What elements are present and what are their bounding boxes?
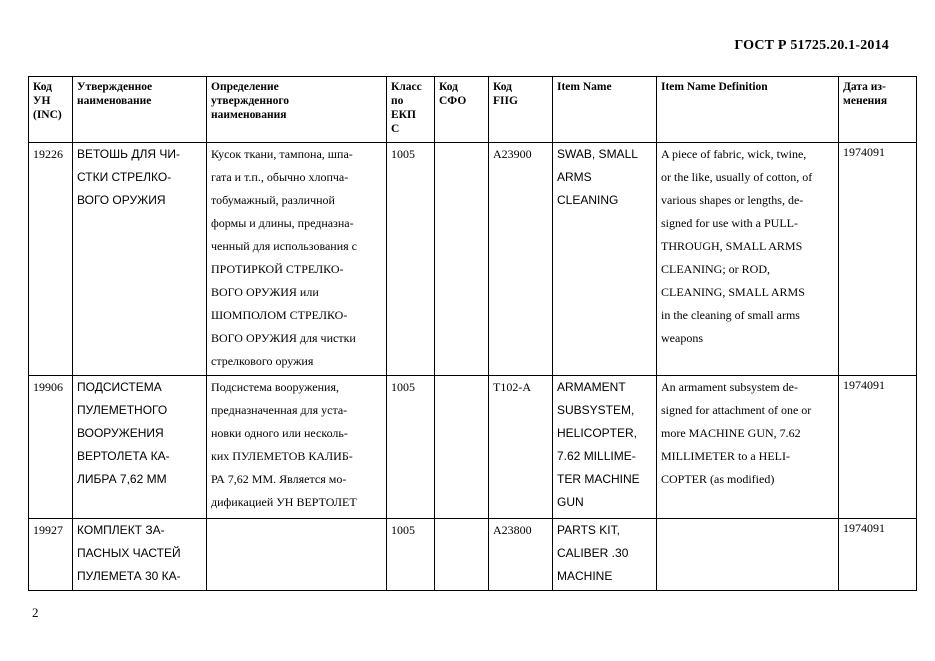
- header-line: Код: [439, 81, 459, 93]
- cell-line: предназначенная для уста-: [211, 403, 348, 417]
- cell-line: MILLIMETER to a HELI-: [661, 449, 790, 463]
- header-line: Утвержденное: [77, 81, 153, 93]
- cell-line: or the like, usually of cotton, of: [661, 170, 813, 184]
- cell-line: TER MACHINE: [557, 472, 640, 486]
- col-class-ekps-cell: [387, 519, 435, 591]
- header-line: утвержденного: [211, 95, 290, 107]
- col-class-ekps-header: [387, 77, 435, 143]
- cell-line: SWAB, SMALL: [557, 147, 638, 161]
- cell-value: 1005: [391, 380, 415, 394]
- cell-line: ВОГО ОРУЖИЯ или: [211, 285, 319, 299]
- cell-line: ВЕТОШЬ ДЛЯ ЧИ-: [77, 147, 180, 161]
- cell-line: ЛИБРА 7,62 ММ: [77, 472, 167, 486]
- cell-line: ПОДСИСТЕМА: [77, 380, 162, 394]
- col-name-definition-header: [207, 77, 387, 143]
- col-class-ekps-cell: [387, 376, 435, 519]
- cell-line: GUN: [557, 495, 584, 509]
- cell-line: ШОМПОЛОМ СТРЕЛКО-: [211, 308, 348, 322]
- col-sfo-code-cell: [435, 143, 489, 376]
- cell-line: CALIBER .30: [557, 546, 629, 560]
- header-line: по: [391, 95, 404, 107]
- cell-line: ких ПУЛЕМЕТОВ КАЛИБ-: [211, 449, 353, 463]
- header-line: Код: [493, 81, 513, 93]
- cell-line: ВОГО ОРУЖИЯ: [77, 193, 166, 207]
- page-number: 2: [32, 605, 39, 620]
- cell-line: SUBSYSTEM,: [557, 403, 635, 417]
- col-item-name-definition-cell: [657, 143, 839, 376]
- col-code-inc-header: [29, 77, 73, 143]
- cell-line: ARMS: [557, 170, 592, 184]
- header-line: Определение: [211, 81, 279, 93]
- table-header-row: [29, 77, 917, 143]
- cell-line: Подсистема вооружения,: [211, 380, 339, 394]
- col-name-definition-cell: [207, 376, 387, 519]
- col-code-inc-cell: [29, 519, 73, 591]
- cell-line: ВООРУЖЕНИЯ: [77, 426, 164, 440]
- header-line: С: [391, 123, 400, 135]
- header-line: СФО: [439, 95, 467, 107]
- cell-line: various shapes or lengths, de-: [661, 193, 804, 207]
- cell-value: 19927: [33, 523, 63, 537]
- col-item-name-definition-cell: [657, 519, 839, 591]
- table-row: [29, 376, 917, 519]
- cell-line: HELICOPTER,: [557, 426, 638, 440]
- col-item-name-cell: [553, 376, 657, 519]
- col-item-name-definition-header: [657, 77, 839, 143]
- cell-line: more MACHINE GUN, 7.62: [661, 426, 801, 440]
- col-code-inc-cell: [29, 376, 73, 519]
- cell-value: 1974091: [843, 521, 885, 535]
- cell-line: ВЕРТОЛЕТА КА-: [77, 449, 170, 463]
- cell-line: CLEANING: [557, 193, 619, 207]
- col-code-inc-cell: [29, 143, 73, 376]
- cell-line: ВОГО ОРУЖИЯ для чистки: [211, 331, 356, 345]
- cell-line: in the cleaning of small arms: [661, 308, 800, 322]
- cell-line: CLEANING, SMALL ARMS: [661, 285, 805, 299]
- header-line: наименование: [77, 95, 152, 107]
- cell-value: 19226: [33, 147, 63, 161]
- header-line: FIIG: [493, 95, 518, 107]
- cell-line: дификацией УН ВЕРТОЛЕТ: [211, 495, 357, 509]
- col-fiig-code-header: [489, 77, 553, 143]
- cell-line: ПУЛЕМЕТНОГО: [77, 403, 168, 417]
- col-fiig-code-cell: [489, 376, 553, 519]
- col-approved-name-header: [73, 77, 207, 143]
- cell-line: ченный для использования с: [211, 239, 357, 253]
- header-line: Item Name: [557, 81, 612, 93]
- col-sfo-code-cell: [435, 376, 489, 519]
- cell-line: СТКИ СТРЕЛКО-: [77, 170, 172, 184]
- col-sfo-code-header: [435, 77, 489, 143]
- cell-value: 1974091: [843, 145, 885, 159]
- col-sfo-code-cell: [435, 519, 489, 591]
- cell-line: CLEANING; or ROD,: [661, 262, 770, 276]
- cell-line: Кусок ткани, тампона, шпа-: [211, 147, 353, 161]
- header-line: ЕКП: [391, 109, 416, 121]
- cell-line: формы и длины, предназна-: [211, 216, 354, 230]
- header-line: менения: [843, 95, 888, 107]
- col-name-definition-cell: [207, 143, 387, 376]
- cell-value: A23900: [493, 147, 532, 161]
- cell-line: signed for attachment of one or: [661, 403, 812, 417]
- col-change-date-header: [839, 77, 917, 143]
- header-line: Класс: [391, 81, 422, 93]
- col-change-date-cell: [839, 519, 917, 591]
- col-fiig-code-cell: [489, 143, 553, 376]
- cell-line: ПАСНЫХ ЧАСТЕЙ: [77, 546, 181, 560]
- cell-line: КОМПЛЕКТ ЗА-: [77, 523, 165, 537]
- cell-value: 19906: [33, 380, 63, 394]
- cell-line: PARTS KIT,: [557, 523, 620, 537]
- nomenclature-table: [28, 76, 917, 591]
- cell-line: An armament subsystem de-: [661, 380, 798, 394]
- table-row: [29, 143, 917, 376]
- cell-value: A23800: [493, 523, 532, 537]
- cell-line: ARMAMENT: [557, 380, 626, 394]
- header-line: Код: [33, 81, 53, 93]
- col-change-date-cell: [839, 143, 917, 376]
- cell-line: стрелкового оружия: [211, 354, 314, 368]
- cell-line: THROUGH, SMALL ARMS: [661, 239, 803, 253]
- cell-line: signed for use with a PULL-: [661, 216, 798, 230]
- col-item-name-cell: [553, 143, 657, 376]
- header-line: УН: [33, 95, 51, 107]
- cell-line: 7.62 MILLIME-: [557, 449, 636, 463]
- header-line: наименования: [211, 109, 287, 121]
- document-code: ГОСТ Р 51725.20.1-2014: [734, 38, 889, 53]
- cell-line: гата и т.п., обычно хлопча-: [211, 170, 349, 184]
- cell-value: 1974091: [843, 378, 885, 392]
- cell-value: 1005: [391, 523, 415, 537]
- col-change-date-cell: [839, 376, 917, 519]
- col-item-name-definition-cell: [657, 376, 839, 519]
- header-line: Дата из-: [843, 81, 886, 93]
- cell-line: COPTER (as modified): [661, 472, 775, 486]
- col-approved-name-cell: [73, 376, 207, 519]
- cell-line: MACHINE: [557, 569, 613, 583]
- cell-value: 1005: [391, 147, 415, 161]
- cell-line: тобумажный, различной: [211, 193, 335, 207]
- col-approved-name-cell: [73, 143, 207, 376]
- header-line: Item Name Definition: [661, 81, 768, 93]
- cell-line: A piece of fabric, wick, twine,: [661, 147, 807, 161]
- cell-line: weapons: [661, 331, 703, 345]
- cell-line: ПУЛЕМЕТА 30 КА-: [77, 569, 181, 583]
- col-approved-name-cell: [73, 519, 207, 591]
- col-item-name-header: [553, 77, 657, 143]
- col-fiig-code-cell: [489, 519, 553, 591]
- col-item-name-cell: [553, 519, 657, 591]
- cell-line: РА 7,62 ММ. Является мо-: [211, 472, 347, 486]
- table-body: [29, 143, 917, 591]
- table-row: [29, 519, 917, 591]
- col-name-definition-cell: [207, 519, 387, 591]
- cell-line: ПРОТИРКОЙ СТРЕЛКО-: [211, 262, 344, 276]
- header-line: (INC): [33, 109, 62, 121]
- cell-value: T102-A: [493, 380, 531, 394]
- col-class-ekps-cell: [387, 143, 435, 376]
- cell-line: новки одного или несколь-: [211, 426, 348, 440]
